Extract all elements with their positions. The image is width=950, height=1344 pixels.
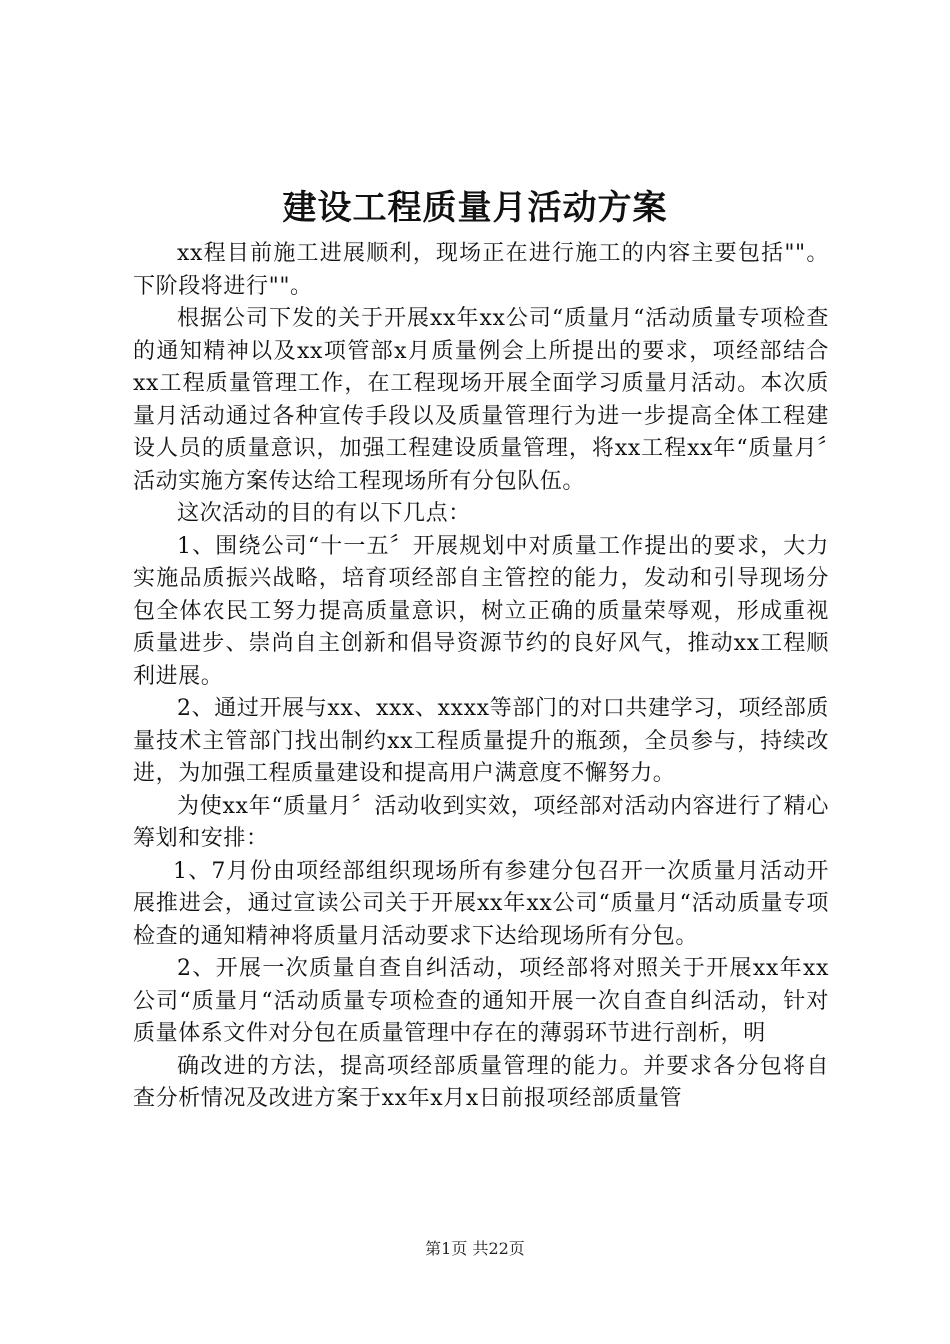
paragraph-purpose-1: 1、围绕公司“十一五〞开展规划中对质量工作提出的要求，大力实施品质振兴战略，培育项经部自主管控的能力，发动和引导现场分包全体农民工努力提高质量意识，树立正确的质量荣辱观，形成重视质量进步、崇尚自主创新和倡导资源节约的良好风气，推动xx工程顺利进展。 — [133, 533, 829, 689]
paragraph-purpose-intro: 这次活动的目的有以下几点： — [177, 501, 471, 526]
document-title: 建设工程质量月活动方案 — [282, 188, 668, 228]
paragraph-progress: xx程目前施工进展顺利，现场正在进行施工的内容主要包括""。下阶段将进行""。 — [133, 241, 829, 299]
paragraph-arrangement-intro: 为使xx年“质量月〞活动收到实效，项经部对活动内容进行了精心筹划和安排： — [133, 793, 829, 851]
paragraph-background: 根据公司下发的关于开展xx年xx公司“质量月“活动质量专项检查的通知精神以及xx项管部x月质量例会上所提出的要求，项经部结合xx工程质量管理工作，在工程现场开展全面学习质量月活动。本次质量月活动通过各种宣传手段以及质量管理行为进一步提高全体工程建设人员的质量意识，加强工程建设质量管理，将xx工程xx年“质量月〞活动实施方案传达给工程现场所有分包队伍。 — [133, 306, 829, 494]
paragraph-purpose-2: 2、通过开展与xx、xxx、xxxx等部门的对口共建学习，项经部质量技术主管部门找出制约xx工程质量提升的瓶颈，全员参与，持续改进，为加强工程质量建设和提高用户满意度不懈努力。 — [133, 696, 829, 786]
document-body — [133, 238, 829, 1116]
paragraph-arrangement-1: 1、7月份由项经部组织现场所有参建分包召开一次质量月活动开展推进会，通过宣读公司关于开展xx年xx公司“质量月“活动质量专项检查的通知精神将质量月活动要求下达给现场所有分包。 — [133, 858, 829, 949]
paragraph-arrangement-2: 2、开展一次质量自查自纠活动，项经部将对照关于开展xx年xx公司“质量月“活动质量专项检查的通知开展一次自查自纠活动，针对质量体系文件对分包在质量管理中存在的薄弱环节进行剖析，明 — [133, 956, 829, 1046]
page-footer: 第1页 共22页 — [425, 1239, 525, 1258]
paragraph-arrangement-2-continued: 确改进的方法，提高项经部质量管理的能力。并要求各分包将自查分析情况及改进方案于xx年x月x日前报项经部质量管 — [133, 1053, 829, 1111]
